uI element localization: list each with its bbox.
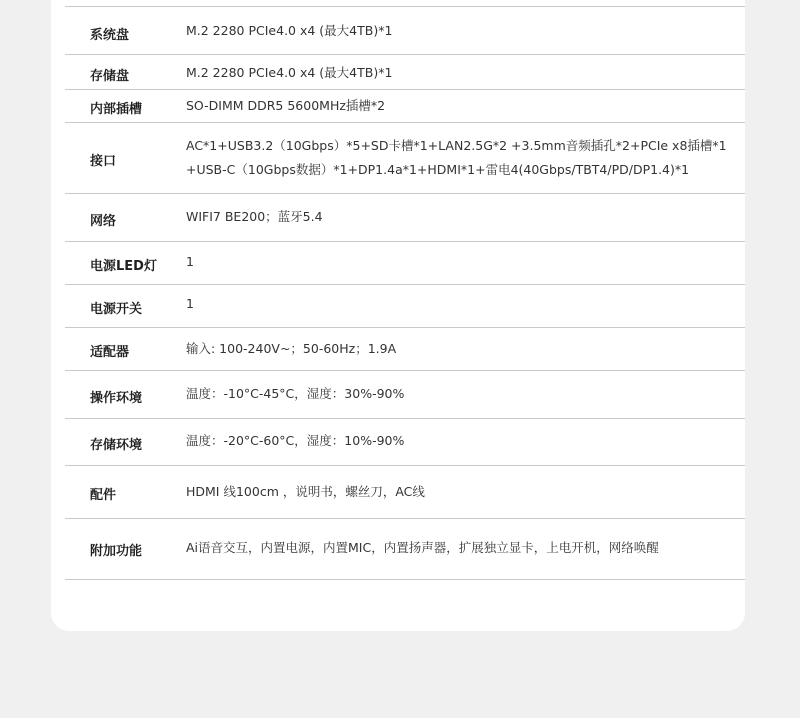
table-row (65, 123, 745, 194)
table-row (65, 194, 745, 242)
spec-value: M.2 2280 PCIe4.0 x4 (最大4TB)*1 (186, 65, 393, 80)
spec-value: 温度：-10°C-45°C，湿度：30%-90% (186, 386, 405, 401)
spec-label: 网络 (90, 214, 117, 229)
table-row (65, 7, 745, 55)
table-row (65, 328, 745, 371)
spec-value: HDMI 线100cm ，说明书，螺丝刀，AC线 (186, 484, 425, 499)
spec-label: 配件 (90, 488, 117, 503)
table-row (65, 285, 745, 328)
table-row (65, 371, 745, 419)
table-row (65, 242, 745, 285)
spec-label: 操作环境 (90, 391, 143, 406)
table-row (65, 466, 745, 519)
spec-value: 1 (186, 296, 194, 311)
spec-value: 温度：-20°C-60°C，湿度：10%-90% (186, 433, 405, 448)
spec-label: 存储环境 (90, 438, 143, 453)
spec-value: Ai语音交互，内置电源，内置MIC，内置扬声器，扩展独立显卡，上电开机，网络唤醒 (186, 540, 659, 555)
spec-label: 适配器 (90, 345, 130, 360)
spec-label: 附加功能 (90, 544, 143, 559)
spec-label: 电源开关 (90, 302, 143, 317)
spec-label: 存储盘 (90, 69, 130, 84)
spec-value: SO-DIMM DDR5 5600MHz插槽*2 (186, 98, 386, 113)
table-row (65, 55, 745, 90)
spec-value: M.2 2280 PCIe4.0 x4 (最大4TB)*1 (186, 23, 393, 38)
spec-label: 接口 (90, 154, 117, 169)
spec-label: 系统盘 (90, 28, 130, 43)
spec-value: 输入: 100-240V~；50-60Hz；1.9A (186, 341, 397, 356)
spec-value: 1 (186, 254, 194, 269)
table-row (65, 519, 745, 580)
table-row (65, 90, 745, 123)
spec-label: 内部插槽 (90, 102, 143, 117)
spec-value: WIFI7 BE200；蓝牙5.4 (186, 209, 323, 224)
spec-value: AC*1+USB3.2（10Gbps）*5+SD卡槽*1+LAN2.5G*2 +3.5mm音频插孔*2+PCIe x8插槽*1 +USB-C（10Gbps数据）*1+DP1.4a*1+HDMI*1+雷电4(40Gbps/TBT4/PD/DP1.4)*1 (186, 138, 727, 177)
table-row (65, 419, 745, 466)
spec-label: 电源LED灯 (90, 259, 157, 274)
